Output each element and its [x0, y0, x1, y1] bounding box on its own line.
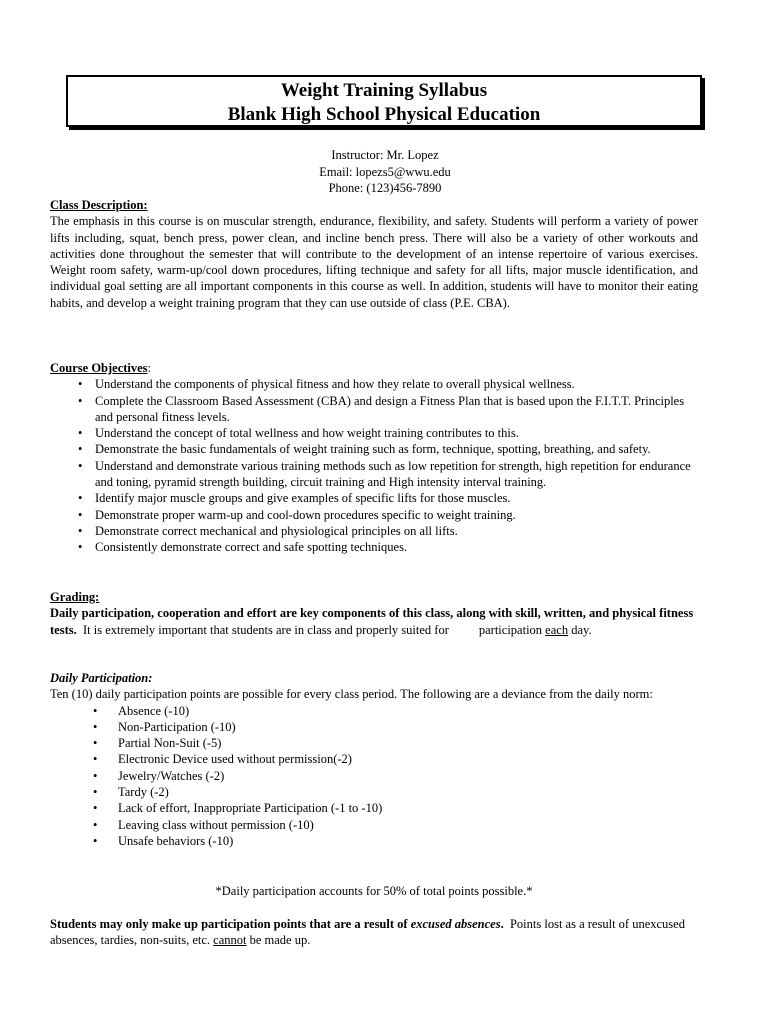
course-objectives-heading-line [50, 360, 698, 376]
daily-participation-body: Ten (10) daily participation points are possible for every class period. The following are a deviance from the daily norm: [50, 687, 653, 702]
grading-day: day. [571, 622, 592, 637]
daily-participation-section [50, 670, 698, 849]
grading-text: It is extremely important that students are in class and properly suited for [82, 622, 449, 637]
list-item: • Leaving class without permission (-10) [50, 817, 698, 833]
class-description-body: The emphasis in this course is on muscular strength, endurance, flexibility, and safety. Students will perform a variety of power lifts including, squat, bench press, power clean, and incline bench press. There will also be a variety of other workouts and activities done throughout the semester that will contribute to the development of an intense repertoire of various exercises. Weight room safety, warm-up/cool down procedures, lifting technique and safety for all lifts, major muscle identification, and individual goal setting are all important components in this course as well. In addition, students will have to monitor their eating habits, and develop a weight training program that they can use outside of class (P.E. CBA). [50, 214, 698, 310]
document-title: Weight Training Syllabus [280, 80, 488, 101]
list-item: • Jewelry/Watches (-2) [50, 768, 698, 784]
grading-each: each [545, 622, 569, 637]
list-item: • Understand the concept of total wellness and how weight training contributes to this. [50, 425, 698, 441]
class-description-heading: Class Description: [50, 198, 148, 212]
email-line: Email: lopezs5@wwu.edu [319, 164, 451, 179]
list-item: • Tardy (-2) [50, 784, 698, 800]
list-item: • Demonstrate correct mechanical and physiological principles on all lifts. [50, 523, 698, 539]
list-item: • Consistently demonstrate correct and safe spotting techniques. [50, 539, 698, 555]
contact-block [0, 147, 770, 197]
makeup-text: Points lost as a result of unexcused absences, tardies, non-suits, etc. [50, 917, 685, 948]
makeup-cannot: cannot [213, 933, 247, 948]
deductions-list [50, 703, 698, 850]
participation-note: *Daily participation accounts for 50% of total points possible.* [215, 884, 533, 898]
daily-participation-heading: Daily Participation: [50, 671, 153, 685]
class-description-section [50, 197, 698, 311]
list-item: • Complete the Classroom Based Assessment (CBA) and design a Fitness Plan that is based upon the F.I.T.T. Principles and personal fitness levels. [50, 393, 698, 426]
objectives-list [50, 376, 698, 555]
title-box [66, 75, 702, 127]
list-item: • Partial Non-Suit (-5) [50, 735, 698, 751]
course-objectives-colon: : [147, 361, 152, 375]
makeup-text-end: be made up. [249, 933, 311, 948]
makeup-bold-text: Students may only make up participation points that are a result of [50, 917, 408, 931]
course-objectives-heading: Course Objectives [50, 361, 148, 375]
makeup-section [50, 916, 698, 949]
list-item: • Unsafe behaviors (-10) [50, 833, 698, 849]
list-item: • Demonstrate the basic fundamentals of weight training such as form, technique, spotting, breathing, and safety. [50, 441, 698, 457]
makeup-excused-absences: excused absences [410, 917, 501, 931]
list-item: • Identify major muscle groups and give examples of specific lifts for those muscles. [50, 490, 698, 506]
course-objectives-section [50, 360, 698, 556]
phone-line: Phone: (123)456-7890 [328, 181, 442, 195]
list-item: • Absence (-10) [50, 703, 698, 719]
list-item: • Lack of effort, Inappropriate Participation (-1 to -10) [50, 800, 698, 816]
document-subtitle: Blank High School Physical Education [227, 104, 541, 125]
grading-body [50, 605, 698, 638]
list-item: • Understand the components of physical fitness and how they relate to overall physical wellness. [50, 376, 698, 392]
grading-heading: Grading: [50, 590, 100, 604]
list-item: • Understand and demonstrate various training methods such as low repetition for strength, high repetition for endurance and toning, pyramid strength building, circuit training and High intensity interval training. [50, 458, 698, 491]
list-item: • Electronic Device used without permission(-2) [50, 751, 698, 767]
makeup-period: . [500, 917, 504, 931]
grading-bold-text: Daily participation, cooperation and effort are key components of this class, along with skill, written, and physical fitness tests. [50, 606, 694, 637]
instructor-line: Instructor: Mr. Lopez [331, 148, 439, 162]
grading-section [50, 589, 698, 638]
list-item: • Demonstrate proper warm-up and cool-down procedures specific to weight training. [50, 507, 698, 523]
list-item: • Non-Participation (-10) [50, 719, 698, 735]
grading-participation: participation [478, 622, 543, 637]
